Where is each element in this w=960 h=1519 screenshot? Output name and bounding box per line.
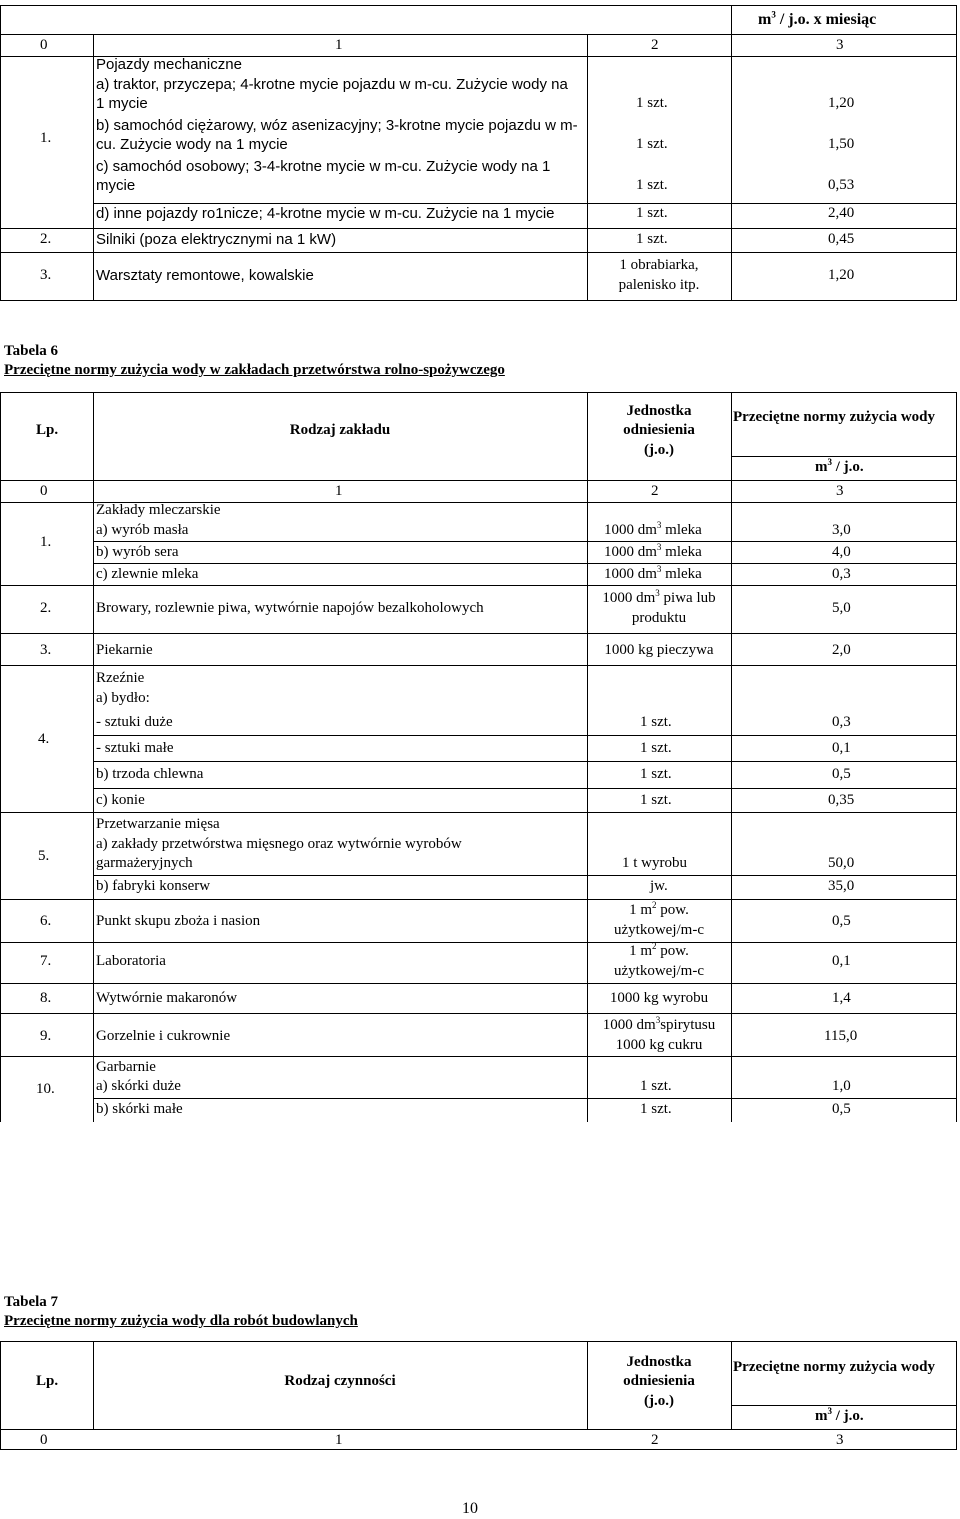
row-lp: 1. xyxy=(40,130,52,146)
header-unit-2: odniesienia xyxy=(623,422,695,438)
col-index-0: 0 xyxy=(40,483,48,499)
laboratories: Laboratoria xyxy=(96,953,166,969)
header-lp: Lp. xyxy=(36,1373,59,1389)
table-7-title: Tabela 7 xyxy=(4,1294,59,1310)
laboratories-value: 0,1 xyxy=(832,953,851,969)
grain-point: Punkt skupu zboża i nasion xyxy=(96,913,261,929)
distilleries-unit-2: 1000 kg cukru xyxy=(615,1037,703,1053)
laboratories-unit-1: 1 $m^2$ pow. xyxy=(629,941,689,959)
row-c-unit: 1 szt. xyxy=(636,177,668,193)
tanneries-small: b) skórki małe xyxy=(96,1101,183,1117)
col-index-2: 2 xyxy=(651,37,659,53)
dairy-b: b) wyrób sera xyxy=(96,544,179,560)
col-index-1: 1 xyxy=(335,37,343,53)
pasta-value: 1,4 xyxy=(832,990,851,1006)
tanneries-small-unit: 1 szt. xyxy=(640,1101,672,1117)
col-index-3: 3 xyxy=(836,483,844,499)
dairy-a-unit: 1000 $dm^3$ mleka xyxy=(604,520,702,538)
table-6-subtitle: Przeciętne normy zużycia wody w zakładach przetwórstwa rolno-spożywczego xyxy=(4,362,505,378)
header-unit-3: (j.o.) xyxy=(644,442,674,458)
row-c-line1: c) samochód osobowy; 3-4-krotne mycie w m-cu. Zużycie wody na 1 xyxy=(96,158,551,175)
row-engines: Silniki (poza elektrycznymi na 1 kW) xyxy=(96,231,337,248)
unit-header: $m^3 / j.o$. x miesiąc xyxy=(758,9,877,28)
header-type: Rodzaj zakładu xyxy=(289,422,391,438)
row-workshops: Warsztaty remontowe, kowalskie xyxy=(96,267,314,284)
row-lp: 3. xyxy=(40,267,52,283)
header-lp: Lp. xyxy=(36,422,59,438)
row-a-value: 1,20 xyxy=(828,95,855,111)
row-workshops-value: 1,20 xyxy=(828,267,855,283)
tanneries-large: a) skórki duże xyxy=(96,1078,181,1094)
row-lp: 7. xyxy=(40,953,52,969)
page-number: 10 xyxy=(462,1500,478,1517)
header-unit-1: Jednostka xyxy=(626,403,692,419)
slaughter-small-unit: 1 szt. xyxy=(640,740,672,756)
tanneries-large-value: 1,0 xyxy=(832,1078,851,1094)
dairy-a: a) wyrób masła xyxy=(96,522,189,538)
slaughter-large: - sztuki duże xyxy=(96,714,173,730)
header-unit-1: Jednostka xyxy=(626,1354,692,1370)
slaughter-small: - sztuki małe xyxy=(96,740,174,756)
meat-b-unit: jw. xyxy=(650,878,668,894)
row-engines-value: 0,45 xyxy=(828,231,855,247)
distilleries: Gorzelnie i cukrownie xyxy=(96,1028,231,1044)
row-d-value: 2,40 xyxy=(828,205,855,221)
row-lp: 1. xyxy=(40,534,52,550)
meat-a-value: 50,0 xyxy=(828,855,855,871)
row-lp: 10. xyxy=(36,1081,55,1097)
dairy-title: Zakłady mleczarskie xyxy=(96,502,221,518)
distilleries-value: 115,0 xyxy=(824,1028,858,1044)
breweries-value: 5,0 xyxy=(832,600,851,616)
row-workshops-unit-2: palenisko itp. xyxy=(618,277,700,293)
col-index-3: 3 xyxy=(836,37,844,53)
row-lp: 5. xyxy=(38,848,50,864)
bakeries-value: 2,0 xyxy=(832,642,851,658)
tanneries-small-value: 0,5 xyxy=(832,1101,851,1117)
tanneries-title: Garbarnie xyxy=(96,1059,156,1075)
meat-b-value: 35,0 xyxy=(828,878,855,894)
row-a-line1: a) traktor, przyczepa; 4-krotne mycie pojazdu w m-cu. Zużycie wody na xyxy=(96,76,568,93)
row-a-line2: 1 mycie xyxy=(96,95,148,112)
header-unit-2: odniesienia xyxy=(623,1373,695,1389)
col-index-0: 0 xyxy=(40,1432,48,1448)
grain-point-unit-2: użytkowej/m-c xyxy=(614,922,704,938)
row-d-unit: 1 szt. xyxy=(636,205,668,221)
group-title: Pojazdy mechaniczne xyxy=(96,56,242,73)
dairy-b-value: 4,0 xyxy=(832,544,851,560)
dairy-b-unit: 1000 $dm^3$ mleka xyxy=(604,542,702,560)
slaughter-pigs-value: 0,5 xyxy=(832,766,851,782)
meat-a-line2: garmażeryjnych xyxy=(96,855,193,871)
col-index-3: 3 xyxy=(836,1432,844,1448)
header-type: Rodzaj czynności xyxy=(284,1373,396,1389)
dairy-c: c) zlewnie mleka xyxy=(96,566,199,582)
row-lp: 6. xyxy=(40,913,52,929)
meat-a-line1: a) zakłady przetwórstwa mięsnego oraz wytwórnie wyrobów xyxy=(96,836,462,852)
dairy-c-value: 0,3 xyxy=(832,566,851,582)
row-b-value: 1,50 xyxy=(828,136,855,152)
slaughter-pigs: b) trzoda chlewna xyxy=(96,766,204,782)
slaughter-horses: c) konie xyxy=(96,792,145,808)
col-index-2: 2 xyxy=(651,483,659,499)
slaughter-horses-value: 0,35 xyxy=(828,792,855,808)
row-c-line2: mycie xyxy=(96,177,136,194)
row-b-unit: 1 szt. xyxy=(636,136,668,152)
breweries: Browary, rozlewnie piwa, wytwórnie napojów bezalkoholowych xyxy=(96,600,484,616)
row-lp: 9. xyxy=(40,1028,52,1044)
row-lp: 3. xyxy=(40,642,52,658)
slaughter-pigs-unit: 1 szt. xyxy=(640,766,672,782)
bakeries: Piekarnie xyxy=(96,642,153,658)
breweries-unit-2: produktu xyxy=(631,610,687,626)
row-c-value: 0,53 xyxy=(828,177,855,193)
row-lp: 2. xyxy=(40,231,52,247)
row-b-line2: cu. Zużycie wody na 1 mycie xyxy=(96,136,288,153)
breweries-unit-1: 1000 $dm^3$ piwa lub xyxy=(602,588,716,606)
row-engines-unit: 1 szt. xyxy=(636,231,668,247)
distilleries-unit-1: 1000 $dm^3spirytusu$ xyxy=(602,1015,716,1033)
tanneries-large-unit: 1 szt. xyxy=(640,1078,672,1094)
laboratories-unit-2: użytkowej/m-c xyxy=(614,963,704,979)
table-7-subtitle: Przeciętne normy zużycia wody dla robót budowlanych xyxy=(4,1313,358,1329)
slaughter-horses-unit: 1 szt. xyxy=(640,792,672,808)
row-d: d) inne pojazdy ro1nicze; 4-krotne mycie w m-cu. Zużycie na 1 mycie xyxy=(96,205,555,222)
slaughter-small-value: 0,1 xyxy=(832,740,851,756)
header-norm: Przeciętne normy zużycia wody xyxy=(733,409,936,425)
meat-title: Przetwarzanie mięsa xyxy=(96,816,220,832)
slaughter-title: Rzeźnie xyxy=(96,670,145,686)
meat-a-unit: 1 t wyrobu xyxy=(622,855,687,871)
dairy-a-value: 3,0 xyxy=(832,522,851,538)
col-index-0: 0 xyxy=(40,37,48,53)
col-index-1: 1 xyxy=(335,1432,343,1448)
dairy-c-unit: 1000 $dm^3$ mleka xyxy=(604,564,702,582)
pasta-unit: 1000 kg wyrobu xyxy=(609,990,709,1006)
col-index-2: 2 xyxy=(651,1432,659,1448)
slaughter-cattle: a) bydło: xyxy=(96,690,150,706)
header-norm-unit: $m^3 / j.o$. xyxy=(815,457,864,475)
bakeries-unit: 1000 kg pieczywa xyxy=(604,642,714,658)
row-lp: 4. xyxy=(38,731,50,747)
grain-point-unit-1: 1 $m^2$ pow. xyxy=(629,900,689,918)
pasta: Wytwórnie makaronów xyxy=(96,990,238,1006)
header-unit-3: (j.o.) xyxy=(644,1393,674,1409)
table-6-title: Tabela 6 xyxy=(4,343,59,359)
row-workshops-unit-1: 1 obrabiarka, xyxy=(619,257,699,273)
slaughter-large-unit: 1 szt. xyxy=(640,714,672,730)
meat-b: b) fabryki konserw xyxy=(96,878,211,894)
row-a-unit: 1 szt. xyxy=(636,95,668,111)
slaughter-large-value: 0,3 xyxy=(832,714,851,730)
grain-point-value: 0,5 xyxy=(832,913,851,929)
header-norm: Przeciętne normy zużycia wody xyxy=(733,1359,936,1375)
row-lp: 2. xyxy=(40,600,52,616)
header-norm-unit: $m^3 / j.o$. xyxy=(815,1406,864,1424)
row-lp: 8. xyxy=(40,990,52,1006)
row-b-line1: b) samochód ciężarowy, wóz asenizacyjny; 3-krotne mycie pojazdu w m- xyxy=(96,117,578,134)
col-index-1: 1 xyxy=(335,483,343,499)
